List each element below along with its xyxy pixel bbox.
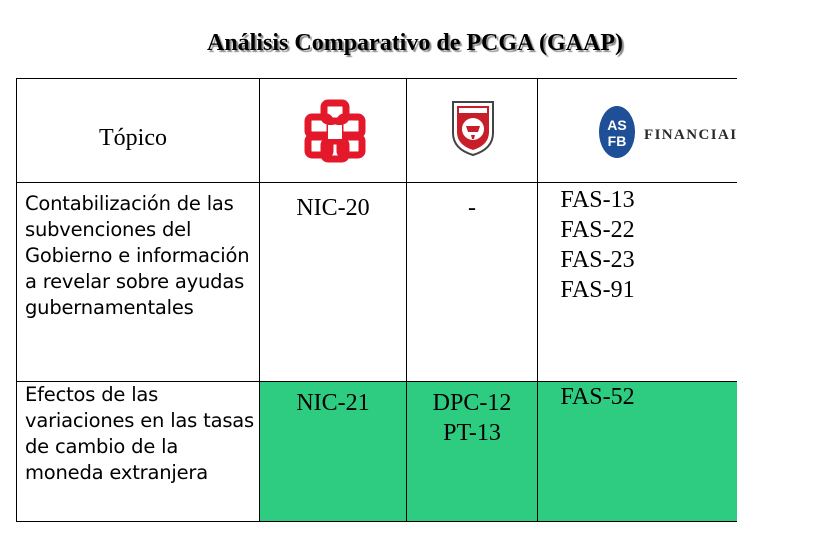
row-1-fas-values	[498, 185, 697, 305]
row-1-nic-value: NIC-20	[296, 195, 370, 221]
table-row-2-nic	[259, 381, 407, 522]
row-2-fas-values	[498, 382, 697, 412]
table-row-1-topic	[16, 182, 260, 382]
row-1-dpc-value: -	[468, 195, 476, 221]
row-2-topic-text: Efectos de las variaciones en las tasas de cambio de la moneda extranjera	[25, 383, 255, 484]
row-2-nic-value: NIC-21	[296, 390, 370, 416]
iasc-logo-icon	[304, 101, 368, 163]
colegio-contadores-seal-icon	[449, 99, 497, 157]
header-dpc-cell	[406, 78, 538, 183]
row-2-dpc-item: DPC-12	[432, 390, 512, 416]
table-row-2-fas	[537, 381, 737, 522]
topic-header-label: Tópico	[99, 125, 167, 151]
header-nic-cell	[259, 78, 407, 183]
row-1-topic-text: Contabilización de las subvenciones del Gobierno e información a revelar sobre ayudas gubernamentales	[25, 192, 250, 319]
header-topic-cell	[16, 78, 260, 183]
header-fas-cell	[537, 78, 737, 183]
row-1-fas-item: FAS-23	[560, 247, 635, 273]
svg-text:AS: AS	[607, 117, 627, 133]
row-2-fas-item: FAS-52	[560, 384, 635, 410]
svg-text:FB: FB	[607, 133, 627, 149]
fasb-logo-icon	[598, 105, 738, 163]
slide-title: Análisis Comparativo de PCGA (GAAP)	[207, 30, 623, 56]
comparison-table	[16, 78, 738, 522]
row-2-dpc-item: PT-13	[443, 420, 501, 446]
table-row-1-nic	[259, 182, 407, 382]
table-row-2-topic	[16, 381, 260, 522]
row-1-fas-item: FAS-13	[560, 187, 635, 213]
row-1-fas-item: FAS-22	[560, 217, 635, 243]
table-row-1-fas	[537, 182, 737, 382]
fasb-wordmark: FINANCIAI	[644, 127, 738, 143]
row-1-fas-item: FAS-91	[560, 277, 635, 303]
